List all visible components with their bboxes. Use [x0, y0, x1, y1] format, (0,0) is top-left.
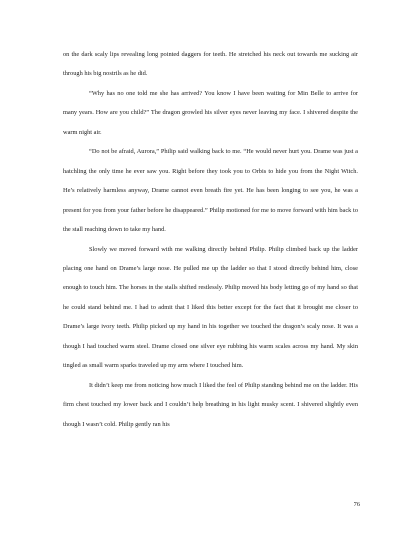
- paragraph-continuation: on the dark scaly lips revealing long pointed daggers for teeth. He stretched his neck out towards me sucking air through his big nostrils as he did.: [63, 51, 358, 78]
- paragraph-dragon-speech: “Why has no one told me she has arrived? You know I have been waiting for Min Belle to arrive for many years. How are you child?” The dragon growled his silver eyes never leaving my face. I shivered despite the warm night air.: [63, 89, 358, 136]
- page-number: 76: [353, 501, 360, 508]
- paragraph-philip-reassurance: “Do not be afraid, Aurora,” Philip said walking back to me. “He would never hurt you. Drame was just a hatchling the only time he ever saw you. Right before they took you to Orbis to hide you from the Night Witch. He’s relatively harmless anyway, Drame cannot even breath fire yet. He has been longing to see you, he was a present for you from your father before he disappeared.” Philip motioned for me to move forward with him back to the stall reaching down to take my hand.: [63, 148, 358, 234]
- paragraph-ladder: It didn’t keep me from noticing how much I liked the feel of Philip standing behind me on the ladder. His firm chest touched my lower back and I couldn’t help breathing in his light musky scent. I shivered slightly even though I wasn’t cold. Philip gently ran his: [63, 381, 358, 428]
- paragraph-touching-dragon: Slowly we moved forward with me walking directly behind Philip. Philip climbed back up the ladder placing one hand on Drame’s large nose. He pulled me up the ladder so that I stood directly behind him, close enough to touch him. The horses in the stalls shifted restlessly. Philip moved his body letting go of my hand so that he could stand behind me. I had to admit that I liked this better except for the fact that it brought me closer to Drame’s large ivory teeth. Philip picked up my hand in his together we touched the dragon’s scaly nose. It was a though I had touched warm steel. Drame closed one silver eye rubbing his warm scales across my hand. My skin tingled as small warm sparks traveled up my arm where I touched him.: [63, 245, 358, 370]
- body-text: [63, 45, 358, 434]
